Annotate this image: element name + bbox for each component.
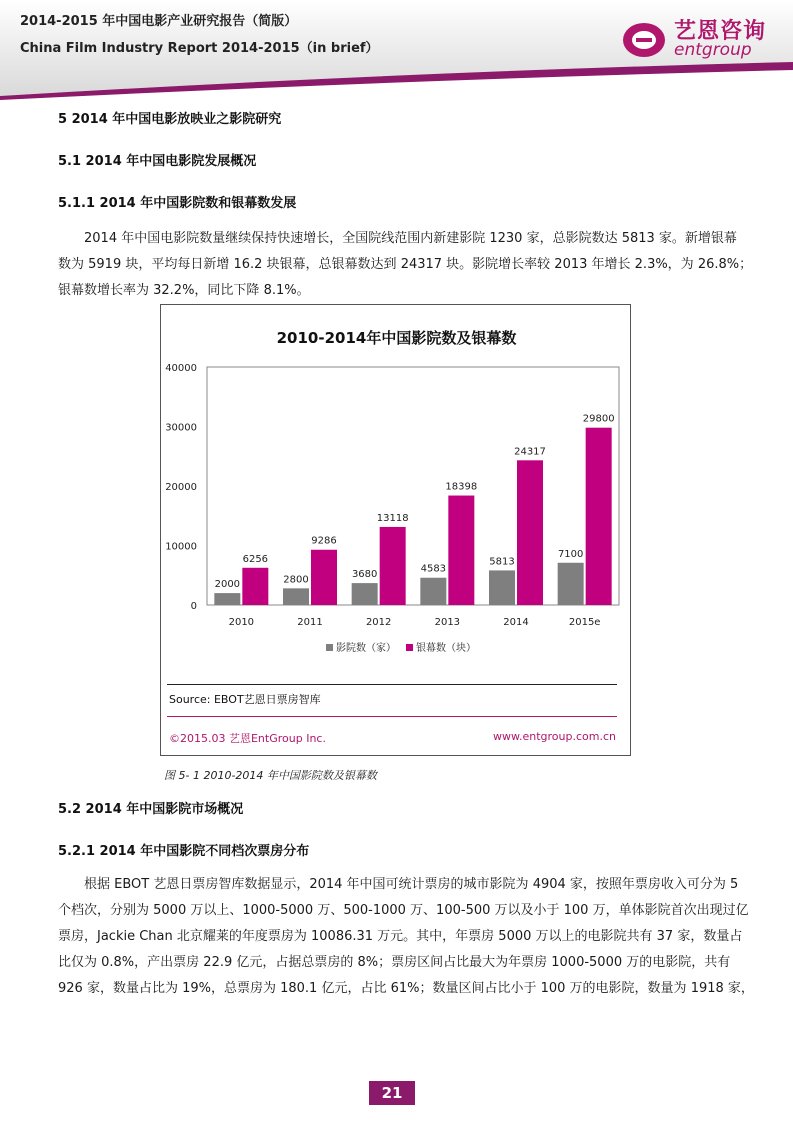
bar-cinemas (420, 578, 446, 605)
bar-cinemas (558, 563, 584, 605)
legend-entry: 银幕数（块） (416, 643, 476, 654)
paragraph-line: 根据 EBOT 艺恩日票房智库数据显示，2014 年中国可统计票房的城市影院为 4904 家，按照年票房收入可分为 5 (84, 877, 739, 892)
paragraph-cinema-growth (58, 226, 753, 304)
bar-screens (242, 568, 268, 605)
data-label: 9286 (311, 535, 337, 547)
bar-cinemas (352, 583, 378, 605)
bar-screens (380, 527, 406, 605)
plot-area (207, 367, 619, 605)
x-tick-label: 2014 (503, 617, 529, 628)
x-tick-label: 2015e (568, 617, 601, 628)
data-label: 4583 (420, 563, 447, 575)
paragraph-line: 比仅为 0.8%，产出票房 22.9 亿元，占据总票房的 8%；票房区间占比最大为年票房 1000-5000 万的电影院，共有 (58, 955, 731, 970)
section-heading-5-2-1: 5.2.1 2014 年中国影院不同档次票房分布 (58, 844, 310, 859)
paragraph-line: 2014 年中国电影院数量继续保持快速增长，全国院线范围内新建影院 1230 家，总影院数达 5813 家。新增银幕 (84, 231, 737, 246)
legend-swatch (326, 644, 333, 651)
x-tick-label: 2012 (365, 617, 392, 628)
figure-caption: 图 5- 1 2010-2014 年中国影院数及银幕数 (164, 769, 377, 782)
legend-swatch (406, 644, 413, 651)
x-tick-label: 2013 (434, 617, 461, 628)
paragraph-boxoffice-tiers (58, 872, 754, 1002)
bar-cinemas (283, 588, 309, 605)
section-heading-5-1-1: 5.1.1 2014 年中国影院数和银幕数发展 (58, 196, 297, 211)
bar-cinemas (489, 570, 515, 605)
data-label: 5813 (489, 556, 515, 568)
data-label: 29800 (582, 413, 615, 425)
paragraph-line: 票房，Jackie Chan 北京耀莱的年度票房为 10086.31 万元。其中，年票房 5000 万以上的电影院共有 37 家，数量占 (58, 929, 743, 944)
page-header (0, 0, 793, 100)
data-label: 2000 (214, 579, 241, 591)
y-tick-label: 0 (190, 601, 197, 612)
section-heading-5-2: 5.2 2014 年中国影院市场概况 (58, 802, 244, 817)
data-label: 18398 (445, 481, 478, 493)
section-heading-5: 5 2014 年中国电影放映业之影院研究 (58, 112, 282, 127)
data-label: 24317 (514, 446, 546, 458)
chart-copyright: ©2015.03 艺恩EntGroup Inc. (169, 732, 326, 745)
section-heading-5-1: 5.1 2014 年中国电影院发展概况 (58, 154, 257, 169)
y-tick-label: 10000 (165, 541, 197, 553)
bar-screens (448, 496, 474, 605)
chart-figure (160, 304, 631, 756)
paragraph-line: 数为 5919 块，平均每日新增 16.2 块银幕，总银幕数达到 24317 块。影院增长率较 2013 年增长 2.3%，为 26.8%； (58, 257, 753, 272)
bar-cinemas (214, 593, 240, 605)
chart-title: 2010-2014年中国影院数及银幕数 (276, 329, 517, 347)
logo-text-en: entgroup (674, 40, 752, 60)
paragraph-line: 银幕数增长率为 32.2%，同比下降 8.1%。 (58, 283, 310, 298)
bar-screens (517, 460, 543, 605)
x-tick-label: 2011 (297, 617, 323, 628)
bar-chart (161, 305, 630, 675)
y-tick-label: 20000 (165, 482, 197, 493)
report-title-cn: 2014-2015 年中国电影产业研究报告（简版） (20, 14, 298, 29)
report-title-en: China Film Industry Report 2014-2015（in brief） (20, 41, 379, 56)
divider (167, 684, 617, 685)
x-tick-label: 2010 (228, 617, 255, 628)
data-label: 2800 (283, 574, 309, 586)
data-label: 6256 (242, 553, 269, 565)
logo-text-cn: 艺恩咨询 (674, 19, 767, 44)
logo-mark-icon (622, 18, 672, 60)
paragraph-line: 926 家，数量占比为 19%，总票房为 180.1 亿元，占比 61%；数量区间占比小于 100 万的电影院，数量为 1918 家， (58, 981, 754, 996)
chart-source: Source: EBOT艺恩日票房智库 (169, 693, 321, 706)
legend-entry: 影院数（家） (336, 643, 396, 654)
chart-website[interactable]: www.entgroup.com.cn (493, 730, 616, 743)
y-tick-label: 30000 (165, 422, 197, 434)
bar-screens (586, 428, 612, 605)
y-tick-label: 40000 (165, 363, 197, 374)
bar-screens (311, 550, 337, 605)
data-label: 3680 (351, 569, 378, 581)
data-label: 7100 (557, 548, 584, 560)
divider (167, 716, 617, 717)
paragraph-line: 个档次，分别为 5000 万以上、1000-5000 万、500-1000 万、100-500 万以及小于 100 万，单体影院首次出现过亿 (58, 903, 749, 918)
entgroup-logo (622, 18, 772, 60)
data-label: 13118 (376, 512, 409, 524)
page-number: 21 (369, 1081, 415, 1105)
